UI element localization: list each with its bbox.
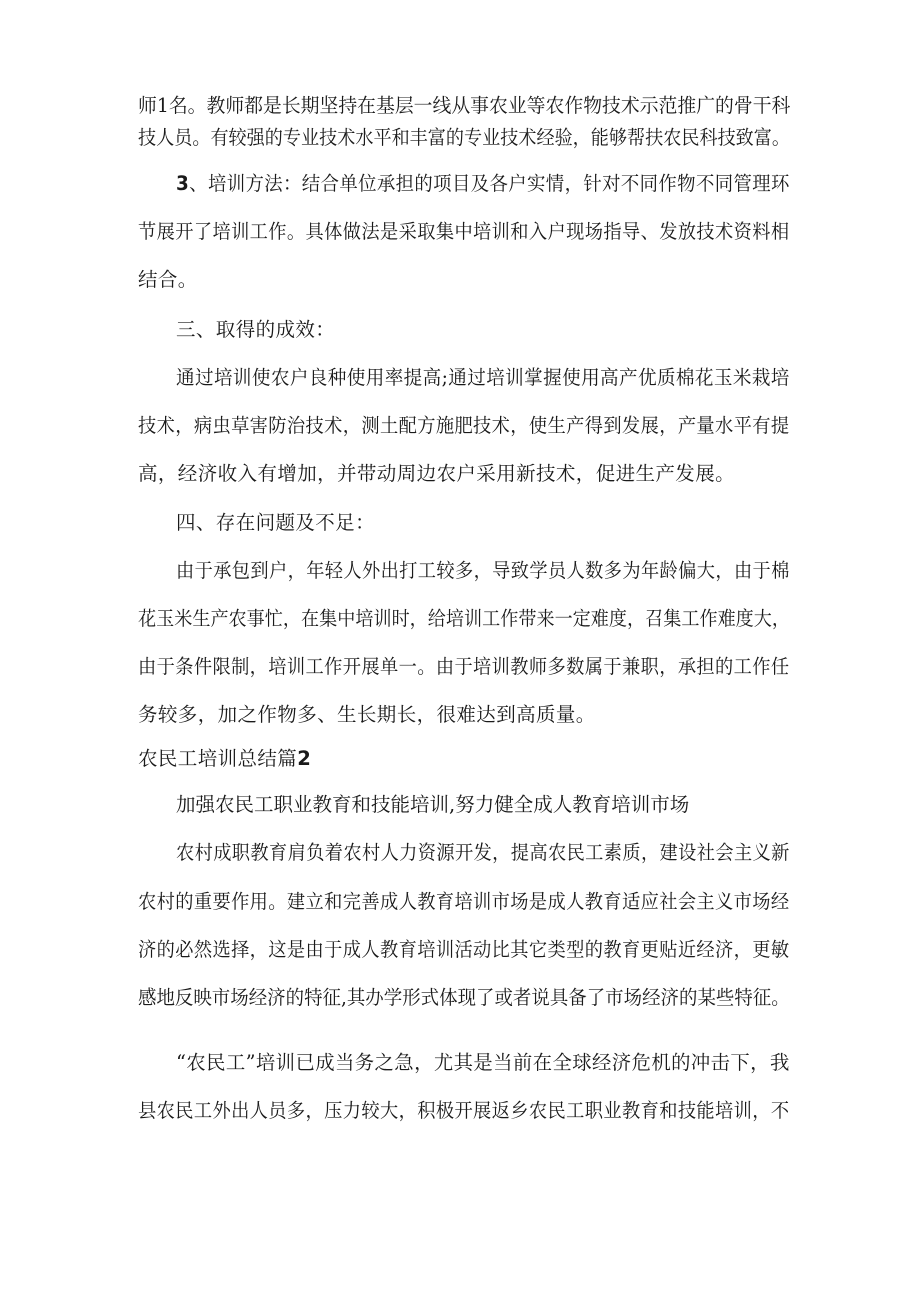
section-three-heading: 三、取得的成效： bbox=[176, 318, 336, 341]
training-method-line-1 bbox=[176, 171, 790, 197]
section-three-line-1: 通过培训使农户良种使用率提高;通过培训掌握使用高产优质棉花玉米栽培 bbox=[176, 366, 790, 389]
article-two-p1-line-2: 农村的重要作用。建立和完善成人教育培训市场是成人教育适应社会主义市场经 bbox=[138, 890, 790, 913]
section-four-line-4: 务较多，加之作物多、生长期长，很难达到高质量。 bbox=[138, 703, 596, 726]
article-two-title-text: 农民工培训总结篇 bbox=[138, 747, 298, 770]
article-two-subtitle: 加强农民工职业教育和技能培训,努力健全成人教育培训市场 bbox=[176, 793, 690, 816]
training-method-line-2: 节展开了培训工作。具体做法是采取集中培训和入户现场指导、发放技术资料相 bbox=[138, 220, 790, 243]
article-two-p2-line-1: “农民工”培训已成当务之急，尤其是当前在全球经济危机的冲击下，我 bbox=[176, 1051, 790, 1074]
article-two-title bbox=[138, 746, 311, 772]
training-method-text: 、培训方法：结合单位承担的项目及各户实情，针对不同作物不同管理环 bbox=[189, 172, 790, 195]
training-method-number: 3 bbox=[176, 172, 190, 195]
training-method-line-3: 结合。 bbox=[138, 268, 198, 291]
article-two-title-number: 2 bbox=[297, 747, 312, 770]
section-four-heading: 四、存在问题及不足： bbox=[176, 511, 376, 534]
article-two-p2-line-2: 县农民工外出人员多，压力较大，积极开展返乡农民工职业教育和技能培训，不 bbox=[138, 1099, 790, 1122]
section-three-line-2: 技术，病虫草害防治技术，测土配方施肥技术，使生产得到发展，产量水平有提 bbox=[138, 414, 790, 437]
article-two-p1-line-3: 济的必然选择，这是由于成人教育培训活动比其它类型的教育更贴近经济，更敏 bbox=[138, 938, 790, 961]
intro-line-1: 师1名。教师都是长期坚持在基层一线从事农业等农作物技术示范推广的骨干科 bbox=[138, 94, 791, 117]
section-four-line-1: 由于承包到户，年轻人外出打工较多，导致学员人数多为年龄偏大，由于棉 bbox=[176, 559, 790, 582]
section-four-line-3: 由于条件限制，培训工作开展单一。由于培训教师多数属于兼职，承担的工作任 bbox=[138, 655, 790, 678]
article-two-p1-line-4: 感地反映市场经济的特征,其办学形式体现了或者说具备了市场经济的某些特征。 bbox=[138, 986, 790, 1009]
section-three-line-3: 高，经济收入有增加，并带动周边农户采用新技术，促进生产发展。 bbox=[138, 462, 736, 485]
intro-line-2: 技人员。有较强的专业技术水平和丰富的专业技术经验，能够帮扶农民科技致富。 bbox=[138, 126, 791, 149]
article-two-p1-line-1: 农村成职教育肩负着农村人力资源开发，提高农民工素质，建设社会主义新 bbox=[176, 841, 790, 864]
section-four-line-2: 花玉米生产农事忙，在集中培训时，给培训工作带来一定难度，召集工作难度大， bbox=[138, 607, 791, 630]
